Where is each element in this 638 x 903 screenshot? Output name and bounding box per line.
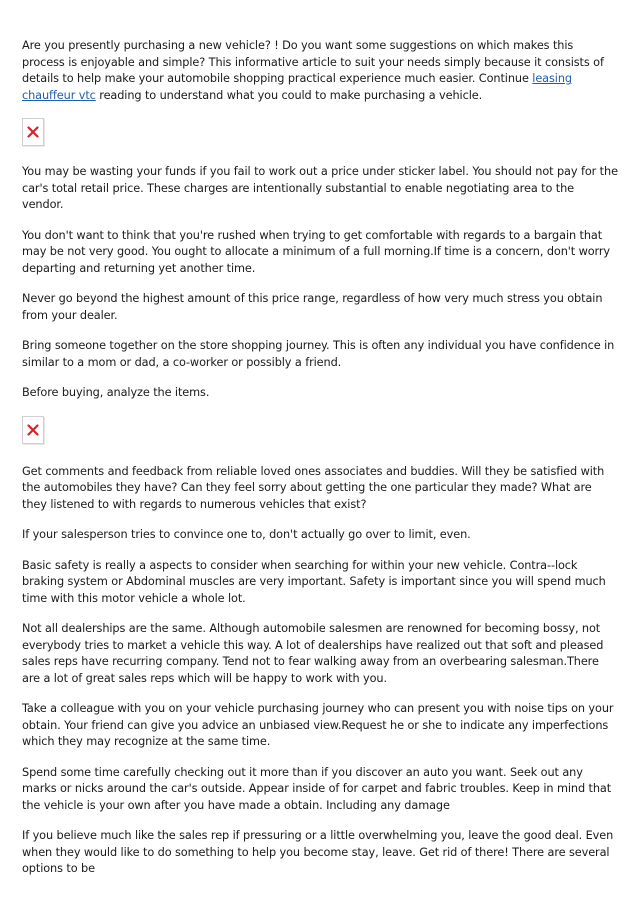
paragraph-8: If your salesperson tries to convince one to, don't actually go over to limit, even. <box>22 528 471 541</box>
paragraph-intro <box>22 38 618 104</box>
paragraph-7: Get comments and feedback from reliable loved ones associates and buddies. Will they be satisfied with the automobiles they have? Can they feel sorry about getting the one particular they made? What are they listened to with regards to numerous vehicles that exist? <box>22 464 605 511</box>
paragraph-4: Never go beyond the highest amount of this price range, regardless of how very much stress you obtain from your dealer. <box>22 292 603 322</box>
broken-image-icon <box>22 416 44 444</box>
intro-text-before-link: Are you presently purchasing a new vehicle? ! Do you want some suggestions on which makes this process is enjoyable and simple? This informative article to suit your needs simply because it consists of details to help make your automobile shopping practical experience much easier. Continue <box>22 39 604 85</box>
paragraph-11: Take a colleague with you on your vehicle purchasing journey who can present you with noise tips on your obtain. Your friend can give you advice an unbiased view.Request he or she to indicate any imperfections which they may recognize at the same time. <box>22 702 614 748</box>
paragraph-13: If you believe much like the sales rep if pressuring or a little overwhelming you, leave the good deal. Even when they would like to do something to help you become stay, leave. Get rid of there! There are several options to be <box>22 829 614 875</box>
paragraph-2: You may be wasting your funds if you fail to work out a price under sticker label. You should not pay for the car's total retail price. These charges are intentionally substantial to enable negotiating area to the vendor. <box>22 165 618 211</box>
intro-text-after-link: reading to understand what you could to make purchasing a vehicle. <box>95 88 483 102</box>
paragraph-9: Basic safety is really a aspects to consider when searching for within your new vehicle. Contra--lock braking system or Abdominal muscles are very important. Safety is important since you will spend much time with this motor vehicle a whole lot. <box>22 558 606 605</box>
broken-image-icon <box>22 118 44 146</box>
red-x-icon <box>27 126 39 138</box>
paragraph-12: Spend some time carefully checking out it more than if you discover an auto you want. Seek out any marks or nicks around the car's outside. Appear inside of for carpet and fabric troubles. Keep in mind that the vehicle is your own after you have made a obtain. Including any damage <box>22 765 612 812</box>
leasing-chauffeur-vtc-link[interactable]: leasing chauffeur vtc <box>22 72 572 102</box>
red-x-icon <box>27 424 39 436</box>
paragraph-10: Not all dealerships are the same. Although automobile salesmen are renowned for becoming bossy, not everybody tries to market a vehicle this way. A lot of dealerships have realized out that soft and pleased sales reps have recurring company. Tend not to fear walking away from an overbearing salesman.There are a lot of great sales reps which will be happy to work with you. <box>22 622 604 685</box>
paragraph-5: Bring someone together on the store shopping journey. This is often any individual you have confidence in similar to a mom or dad, a co-worker or possibly a friend. <box>22 339 615 369</box>
paragraph-3: You don't want to think that you're rushed when trying to get comfortable with regards to a bargain that may be not very good. You ought to allocate a minimum of a full morning.If time is a concern, don't worry departing and returning yet another time. <box>22 228 611 275</box>
paragraph-6: Before buying, analyze the items. <box>22 386 210 399</box>
